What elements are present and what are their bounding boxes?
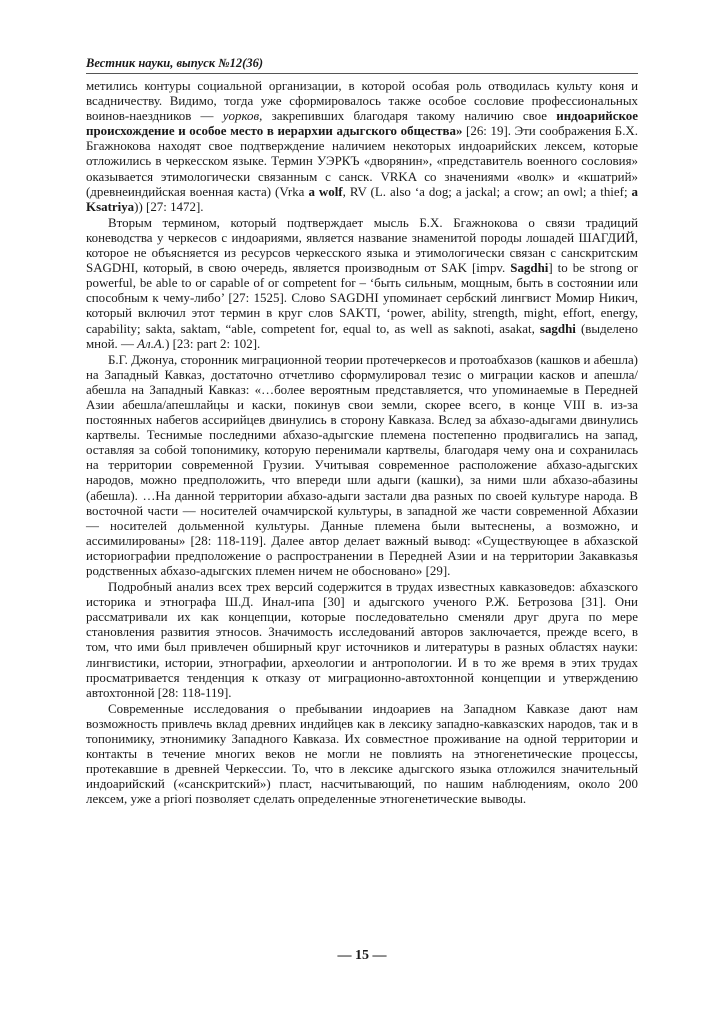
- paragraph-5: Современные исследования о пребывании индоариев на Западном Кавказе дают нам возможность привлечь вклад древних индийцев как в лексику западно-кавказских народов, так и в топонимику, этнонимику Западного Кавказа. Их совместное проживание на одной территории и контакты в течение многих веков не могли не повлиять на этногенетические процессы, протекавшие в древней Черкессии. То, что в лексике адыгского языка отложился значительный индоарийский («санскритский») пласт, насчитывающий, по нашим наблюдениям, около 200 лексем, уже a priori позволяет сделать определенные этногенетические выводы.: [86, 700, 638, 807]
- paragraph-3: Б.Г. Джонуа, сторонник миграционной теории протечеркесов и протоабхазов (кашков и абешла) на Западный Кавказ, достаточно отчетливо сформулировал тезис о миграции касков и апешла/абешла на Западный Кавказ: «…более вероятным представляется, что упоминаемые в Передней Азии абешла/апешлайцы и каски, покинув свои земли, скорее всего, в конце VIII в. из-за постоянных набегов ассирийцев двинулись в сторону Кавказа. Вслед за абхазо-адыгами двинулись картвелы. Теснимые последними абхазо-адыгские племена постепенно продвигались на запад, оставляя за собой топонимику, которую перенимали картвелы, благодаря чему она и сохранилась на территории современной Грузии. Учитывая современное расположение абхазо-адыгских народов, можно предположить, что впереди шли адыги (кашки), за ними шли абхазо-абазины (абешла). …На данной территории абхазо-адыги застали два разных по своей культуре народа. В восточной части — носителей очамчирской культуры, в западной же части современной Абхазии — носителей дольменной культуры. Данные племена были вытеснены, а возможно, и ассимилированы» [28: 118-119]. Далее автор делает важный вывод: «Существующее в абхазской историографии предположение о распространении в Передней Азии и на территории Закавказья родственных абхазо-адыгских племен ничем не обосновано» [29].: [86, 351, 638, 578]
- article-body: [86, 78, 638, 807]
- paragraph-1: [86, 78, 638, 214]
- text-run: , RV (L. also ‘a dog; a jackal; a crow; an owl; a thief;: [342, 183, 632, 199]
- paragraph-4: Подробный анализ всех трех версий содержится в трудах известных кавказоведов: абхазского историка и этнографа Ш.Д. Инал-ипа [30] и адыгского ученого Р.Ж. Бетрозова [31]. Они рассматривали их как концепции, которые последовательно сменяли друг друга по мере становления развития этносов. Значимость исследований авторов заключается, прежде всего, в том, что ими был привлечен обширный круг источников и литературы в разных областях науки: лингвистики, истории, этнографии, археологии и антропологии. И в то же время в этих трудах просматривается тенденция к отказу от миграционно-автохтонной концепции и утверждению автохтонной [28: 118-119].: [86, 579, 638, 700]
- bold-term: a wolf: [308, 183, 343, 199]
- text-run: (выделено мной. —: [86, 320, 638, 351]
- text-run: Вторым термином, который подтверждает мысль Б.Х. Бгажнокова о связи традиций коневодства у черкесов с индоариями, является название знаменитой породы лошадей ШАГДИЙ, которое не объясняется из ресурсов черкесского языка и этимологически связан с санскритским SAGDHI, который, в свою очередь, является производным от SAK [impv.: [86, 214, 638, 276]
- text-run: , закрепивших благодаря такому наличию свое: [259, 108, 557, 124]
- bold-term: a Ksatriya: [86, 183, 639, 214]
- text-run: ) [23: part 2: 102].: [165, 335, 261, 351]
- text-run: метились контуры социальной организации, в которой особая роль отводилась культу коня и всадничеству. Видимо, тогда уже сформировалось также особое сословие профессиональных воинов-наездников —: [86, 78, 638, 124]
- bold-term: Sagdhi: [510, 260, 549, 276]
- page-number: — 15 —: [337, 948, 387, 963]
- bold-quote: индоарийское происхождение и особое место в иерархии адыгского общества»: [86, 108, 638, 139]
- bold-term: sagdhi: [539, 320, 576, 336]
- text-run: )) [27: 1472].: [134, 198, 204, 214]
- running-header: Вестник науки, выпуск №12(36): [86, 56, 638, 74]
- italic-term: уорков: [222, 108, 260, 124]
- text-run: ] to be strong or powerful, be able to or capable of or competent for – ‘быть сильным, мощным, быть в состоянии или способным к чему-либо’ [27: 1525]. Слово SAGDHI упоминает сербский лингвист Момир Никич, который включил этот термин в круг слов SAKTI, ‘power, ability, strength, might, effort, energy, capability; sakta, saktam, “able, competent for, equal to, as well as saknoti, asakat,: [86, 260, 638, 336]
- paragraph-2: [86, 215, 638, 351]
- text-run: [26: 19]. Эти соображения Б.Х. Бгажнокова находят свое подтверждение наличием некоторых индоарийских лексем, которые отложились в черкесском языке. Термин УЭРКЪ «дворянин», «представитель военного сословия» оказывается этимологически связанным с санск. VRKA со значениями «волк» и «кшатрий» (древнеиндийская военная каста) (Vrka: [86, 123, 639, 199]
- italic-initials: Ал.А.: [137, 335, 166, 351]
